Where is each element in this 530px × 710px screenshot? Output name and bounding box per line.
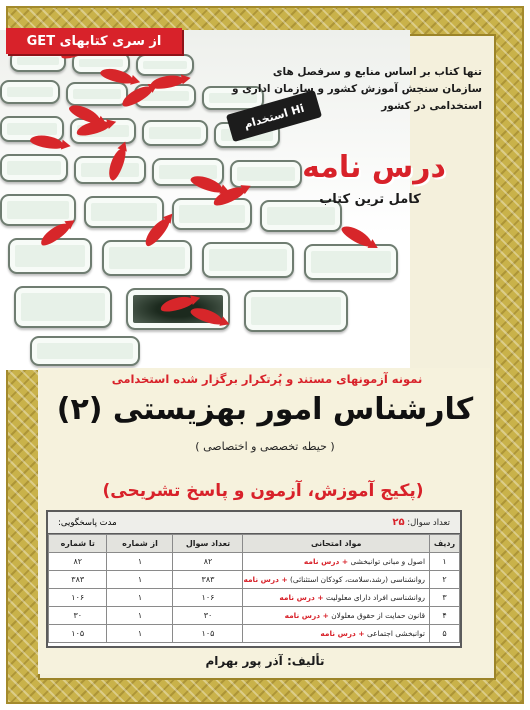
row-number: ۱ bbox=[430, 553, 460, 571]
table-row bbox=[49, 589, 460, 607]
subject-tag: + درس نامه bbox=[279, 593, 324, 602]
row-from: ۱ bbox=[107, 571, 173, 589]
tub bbox=[142, 120, 208, 146]
table-row bbox=[49, 625, 460, 643]
row-number: ۲ bbox=[430, 571, 460, 589]
row-subject bbox=[243, 553, 430, 571]
column-header: تا شماره bbox=[49, 535, 107, 553]
row-from: ۱ bbox=[107, 625, 173, 643]
book-subtitle: ( حیطه تخصصی و اختصاصی ) bbox=[195, 440, 335, 453]
row-subject bbox=[243, 571, 430, 589]
brand-subtitle: کامل ترین کتاب bbox=[319, 192, 421, 207]
exam-table bbox=[48, 534, 460, 643]
tub bbox=[172, 198, 252, 230]
subject-text: روانشناسی (رشد،سلامت، کودکان استثنائی) bbox=[290, 575, 425, 584]
subject-text: توانبخشی اجتماعی bbox=[366, 629, 425, 638]
subject-tag: + درس نامه bbox=[320, 629, 365, 638]
row-subject bbox=[243, 625, 430, 643]
subject-text: قانون حمایت از حقوق معلولان bbox=[331, 611, 425, 620]
tub bbox=[304, 244, 398, 280]
subject-text: اصول و مبانی توانبخشی bbox=[350, 557, 425, 566]
row-to: ۳۰ bbox=[49, 607, 107, 625]
tub bbox=[244, 290, 348, 332]
sample-note: نمونه آزمونهای مستند و پُرتکرار برگزار شده استخدامی bbox=[111, 372, 423, 386]
subject-tag: + درس نامه bbox=[243, 575, 288, 584]
question-count-value: ۲۵ bbox=[392, 517, 405, 528]
row-count: ۱۰۵ bbox=[173, 625, 243, 643]
column-header: مواد امتحانی bbox=[243, 535, 430, 553]
question-count bbox=[392, 517, 450, 528]
row-to: ۱۰۵ bbox=[49, 625, 107, 643]
series-banner: از سری کتابهای GET bbox=[6, 28, 182, 54]
tub bbox=[84, 196, 164, 228]
subject-tag: + درس نامه bbox=[284, 611, 329, 620]
subject-text: روانشناسی افراد دارای معلولیت bbox=[325, 593, 425, 602]
book-title: کارشناس امور بهزیستی (۲) bbox=[56, 392, 474, 427]
package-label: (پکیج آموزش، آزمون و پاسخ تشریحی) bbox=[102, 481, 424, 501]
column-header: تعداد سوال bbox=[173, 535, 243, 553]
row-number: ۳ bbox=[430, 589, 460, 607]
tub bbox=[14, 286, 112, 328]
table-header-row bbox=[49, 535, 460, 553]
row-count: ۱۰۶ bbox=[173, 589, 243, 607]
table-row bbox=[49, 571, 460, 589]
row-to: ۳۸۳ bbox=[49, 571, 107, 589]
row-to: ۸۲ bbox=[49, 553, 107, 571]
row-to: ۱۰۶ bbox=[49, 589, 107, 607]
hi-estekhdam-badge: Hi استخدام bbox=[226, 90, 322, 142]
row-count: ۳۸۳ bbox=[173, 571, 243, 589]
description-text: تنها کتاب بر اساس منابع و سرفصل های سازمان سنجش آموزش کشور و سازمان اداری و استخدامی در کشور bbox=[232, 66, 482, 112]
tub bbox=[30, 336, 140, 366]
exam-table-box bbox=[46, 510, 462, 648]
row-count: ۳۰ bbox=[173, 607, 243, 625]
row-from: ۱ bbox=[107, 607, 173, 625]
row-number: ۴ bbox=[430, 607, 460, 625]
exam-header-bar bbox=[48, 512, 460, 534]
brand-title: درس نامه bbox=[302, 150, 446, 185]
tub bbox=[0, 80, 60, 104]
tub bbox=[0, 154, 68, 182]
tub bbox=[66, 82, 128, 106]
column-header: ردیف bbox=[430, 535, 460, 553]
subject-tag: + درس نامه bbox=[303, 557, 349, 566]
row-from: ۱ bbox=[107, 553, 173, 571]
table-row bbox=[49, 607, 460, 625]
tub bbox=[202, 242, 294, 278]
column-header: از شماره bbox=[107, 535, 173, 553]
duration-label: مدت پاسخگویی: bbox=[58, 517, 117, 528]
table-row bbox=[49, 553, 460, 571]
row-number: ۵ bbox=[430, 625, 460, 643]
row-subject bbox=[243, 607, 430, 625]
author-line: تألیف: آذر پور بهرام bbox=[205, 654, 325, 668]
row-from: ۱ bbox=[107, 589, 173, 607]
row-count: ۸۲ bbox=[173, 553, 243, 571]
row-subject bbox=[243, 589, 430, 607]
question-count-label: تعداد سوال: bbox=[407, 518, 450, 528]
